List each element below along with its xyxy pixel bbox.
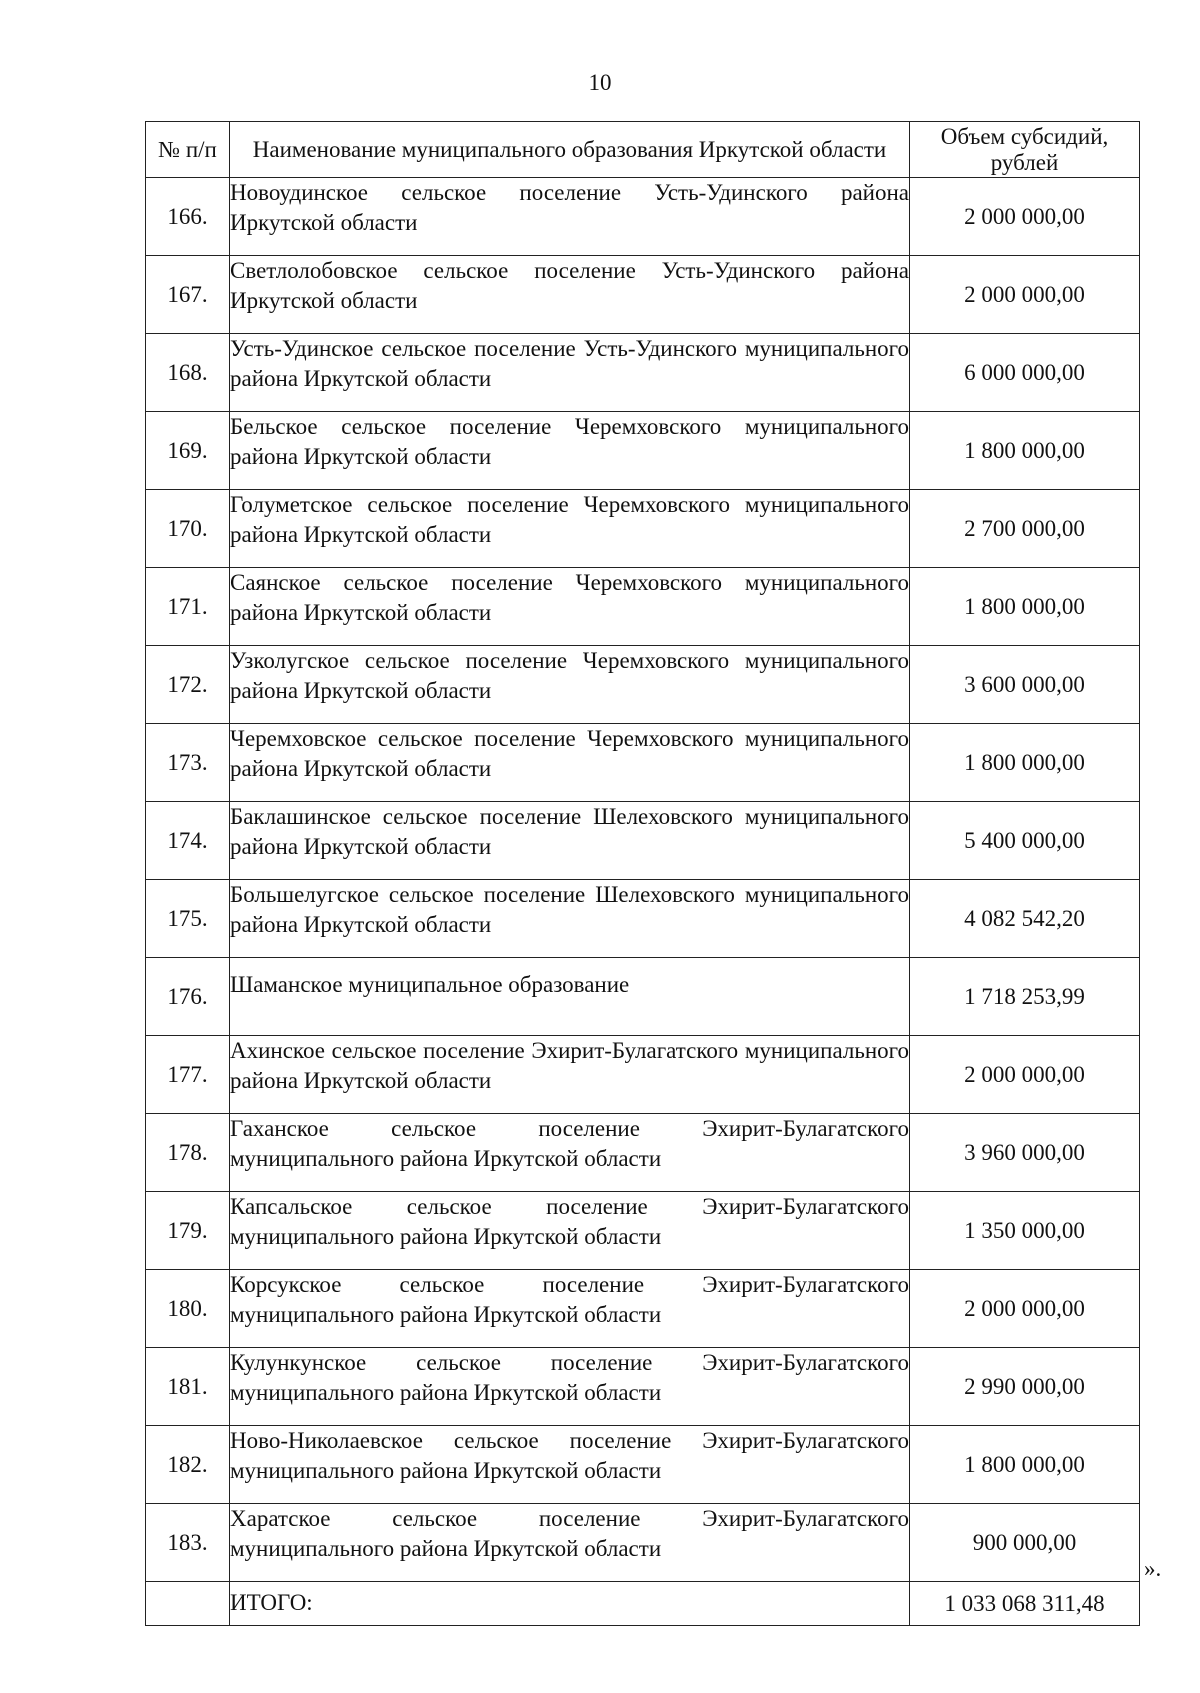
table-header-row (146, 122, 1140, 178)
subsidy-amount: 1 800 000,00 (910, 724, 1140, 802)
total-label: ИТОГО: (230, 1582, 910, 1626)
subsidy-amount: 1 718 253,99 (910, 958, 1140, 1036)
row-number: 173. (146, 724, 230, 802)
row-number: 183. (146, 1504, 230, 1582)
row-number: 182. (146, 1426, 230, 1504)
table-row (146, 412, 1140, 490)
subsidy-amount: 2 000 000,00 (910, 178, 1140, 256)
municipality-name: Большелугское сельское поселение Шелеховского муниципального района Иркутской области (230, 880, 910, 958)
table-row (146, 1114, 1140, 1192)
subsidy-amount: 2 000 000,00 (910, 1270, 1140, 1348)
municipality-name: Саянское сельское поселение Черемховского муниципального района Иркутской области (230, 568, 910, 646)
table-row (146, 1270, 1140, 1348)
subsidy-amount: 3 960 000,00 (910, 1114, 1140, 1192)
subsidy-amount: 2 990 000,00 (910, 1348, 1140, 1426)
municipality-name: Гаханское сельское поселение Эхирит-Булагатского муниципального района Иркутской области (230, 1114, 910, 1192)
table-row (146, 646, 1140, 724)
table-row (146, 1426, 1140, 1504)
row-number: 176. (146, 958, 230, 1036)
municipality-name: Усть-Удинское сельское поселение Усть-Удинского муниципального района Иркутской области (230, 334, 910, 412)
municipality-name: Корсукское сельское поселение Эхирит-Булагатского муниципального района Иркутской области (230, 1270, 910, 1348)
total-amount: 1 033 068 311,48 (910, 1582, 1140, 1626)
row-number: 175. (146, 880, 230, 958)
row-number: 169. (146, 412, 230, 490)
municipality-name: Черемховское сельское поселение Черемховского муниципального района Иркутской области (230, 724, 910, 802)
closing-mark: ». (1144, 1556, 1162, 1581)
subsidy-amount: 1 800 000,00 (910, 568, 1140, 646)
total-row (146, 1582, 1140, 1626)
row-number: 174. (146, 802, 230, 880)
subsidy-amount: 4 082 542,20 (910, 880, 1140, 958)
subsidy-amount: 1 350 000,00 (910, 1192, 1140, 1270)
header-amount: Объем субсидий, рублей (910, 122, 1140, 178)
row-number: 177. (146, 1036, 230, 1114)
municipality-name: Новоудинское сельское поселение Усть-Удинского района Иркутской области (230, 178, 910, 256)
subsidy-amount: 3 600 000,00 (910, 646, 1140, 724)
table-body (146, 178, 1140, 1626)
table-row (146, 1192, 1140, 1270)
municipality-name: Ново-Николаевское сельское поселение Эхирит-Булагатского муниципального района Иркутской области (230, 1426, 910, 1504)
municipality-name: Голуметское сельское поселение Черемховского муниципального района Иркутской области (230, 490, 910, 568)
table-row (146, 178, 1140, 256)
subsidy-amount: 1 800 000,00 (910, 412, 1140, 490)
subsidy-amount: 2 000 000,00 (910, 256, 1140, 334)
subsidy-amount: 2 700 000,00 (910, 490, 1140, 568)
table-row (146, 880, 1140, 958)
row-number: 181. (146, 1348, 230, 1426)
subsidy-amount: 5 400 000,00 (910, 802, 1140, 880)
page-number: 10 (588, 70, 612, 95)
table-row (146, 958, 1140, 1036)
municipality-name: Светлолобовское сельское поселение Усть-Удинского района Иркутской области (230, 256, 910, 334)
total-num-cell (146, 1582, 230, 1626)
row-number: 180. (146, 1270, 230, 1348)
row-number: 179. (146, 1192, 230, 1270)
row-number: 167. (146, 256, 230, 334)
subsidy-amount: 6 000 000,00 (910, 334, 1140, 412)
row-number: 166. (146, 178, 230, 256)
header-name: Наименование муниципального образования Иркутской области (230, 122, 910, 178)
subsidy-amount: 2 000 000,00 (910, 1036, 1140, 1114)
municipality-name: Бельское сельское поселение Черемховского муниципального района Иркутской области (230, 412, 910, 490)
subsidy-amount: 1 800 000,00 (910, 1426, 1140, 1504)
row-number: 168. (146, 334, 230, 412)
table-row (146, 490, 1140, 568)
table-row (146, 1504, 1140, 1582)
table-row (146, 1036, 1140, 1114)
row-number: 178. (146, 1114, 230, 1192)
row-number: 170. (146, 490, 230, 568)
municipality-name: Узколугское сельское поселение Черемховского муниципального района Иркутской области (230, 646, 910, 724)
table-row (146, 1348, 1140, 1426)
municipality-name: Баклашинское сельское поселение Шелеховского муниципального района Иркутской области (230, 802, 910, 880)
subsidy-amount: 900 000,00 (910, 1504, 1140, 1582)
municipality-name: Шаманское муниципальное образование (230, 958, 910, 1036)
municipality-name: Кулункунское сельское поселение Эхирит-Булагатского муниципального района Иркутской области (230, 1348, 910, 1426)
table-row (146, 802, 1140, 880)
table-row (146, 724, 1140, 802)
municipality-name: Капсальское сельское поселение Эхирит-Булагатского муниципального района Иркутской области (230, 1192, 910, 1270)
table-row (146, 334, 1140, 412)
municipality-name: Харатское сельское поселение Эхирит-Булагатского муниципального района Иркутской области (230, 1504, 910, 1582)
header-num: № п/п (146, 122, 230, 178)
row-number: 172. (146, 646, 230, 724)
table-row (146, 256, 1140, 334)
subsidy-table (145, 121, 1140, 1626)
row-number: 171. (146, 568, 230, 646)
table-row (146, 568, 1140, 646)
municipality-name: Ахинское сельское поселение Эхирит-Булагатского муниципального района Иркутской области (230, 1036, 910, 1114)
